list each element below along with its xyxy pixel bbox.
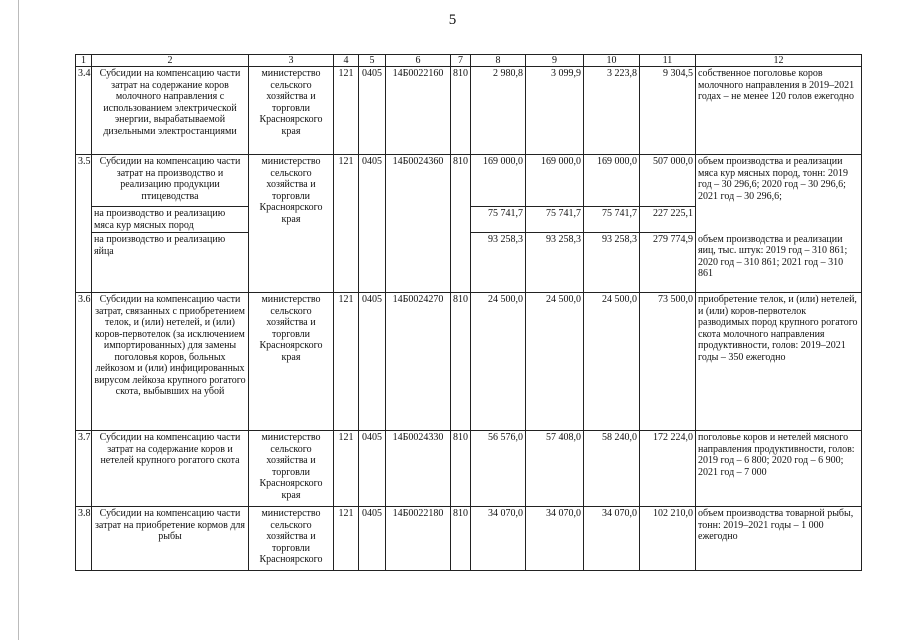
table-row [76, 431, 862, 507]
code-cell: 121 [334, 431, 359, 507]
amount-cell: 227 225,1 [640, 207, 696, 233]
sub-measure-name: на производство и реализацию яйца [92, 233, 249, 293]
measure-name: Субсидии на компенсацию части затрат, связанных с приобретением телок, и (или) нетелей, и (или) коров-первотелок (за исключением импортированных) для замены поголовья коров, больных лейкозом и (или) инфицированных вирусом лейкоза крупного рогатого скота, выбывших на убой [92, 293, 249, 431]
code-cell: 0405 [359, 293, 386, 431]
amount-cell: 169 000,0 [584, 155, 640, 207]
amount-cell: 75 741,7 [471, 207, 526, 233]
amount-cell: 75 741,7 [584, 207, 640, 233]
responsible-ministry: министерство сельского хозяйства и торговли Красноярского края [249, 431, 334, 507]
expected-result: поголовье коров и нетелей мясного направления продуктивности, голов: 2019 год – 6 800; 2020 год – 6 900; 2021 год – 7 000 [696, 431, 862, 507]
expected-result: объем производства товарной рыбы, тонн: 2019–2021 годы – 1 000 ежегодно [696, 507, 862, 571]
amount-cell: 24 500,0 [471, 293, 526, 431]
responsible-ministry: министерство сельского хозяйства и торговли Красноярского края [249, 155, 334, 293]
row-number: 3.6 [76, 293, 92, 431]
table-row [76, 507, 862, 571]
col-header: 9 [526, 55, 584, 67]
amount-cell: 34 070,0 [471, 507, 526, 571]
amount-cell: 24 500,0 [526, 293, 584, 431]
amount-cell: 34 070,0 [526, 507, 584, 571]
row-number: 3.4 [76, 67, 92, 155]
col-header: 7 [451, 55, 471, 67]
amount-cell: 3 099,9 [526, 67, 584, 155]
table-row [76, 155, 862, 207]
code-cell: 14Б0024270 [386, 293, 451, 431]
responsible-ministry: министерство сельского хозяйства и торговли Красноярского [249, 507, 334, 571]
amount-cell: 75 741,7 [526, 207, 584, 233]
amount-cell: 57 408,0 [526, 431, 584, 507]
code-cell: 14Б0024330 [386, 431, 451, 507]
code-cell: 810 [451, 155, 471, 293]
col-header: 10 [584, 55, 640, 67]
code-cell: 810 [451, 293, 471, 431]
amount-cell: 2 980,8 [471, 67, 526, 155]
code-cell: 14Б0022180 [386, 507, 451, 571]
header-row [76, 55, 862, 67]
expected-result: объем производства и реализации мяса кур мясных пород, тонн: 2019 год – 30 296,6; 2020 год – 30 296,6; 2021 год – 30 296,6; [696, 155, 862, 233]
amount-cell: 169 000,0 [471, 155, 526, 207]
code-cell: 0405 [359, 431, 386, 507]
code-cell: 0405 [359, 67, 386, 155]
page-number: 5 [448, 12, 457, 28]
code-cell: 121 [334, 155, 359, 293]
amount-cell: 58 240,0 [584, 431, 640, 507]
amount-cell: 93 258,3 [471, 233, 526, 293]
table-row [76, 67, 862, 155]
responsible-ministry: министерство сельского хозяйства и торговли Красноярского края [249, 67, 334, 155]
amount-cell: 3 223,8 [584, 67, 640, 155]
code-cell: 121 [334, 507, 359, 571]
code-cell: 14Б0024360 [386, 155, 451, 293]
amount-cell: 507 000,0 [640, 155, 696, 207]
code-cell: 0405 [359, 155, 386, 293]
code-cell: 810 [451, 431, 471, 507]
code-cell: 14Б0022160 [386, 67, 451, 155]
col-header: 5 [359, 55, 386, 67]
expected-result: приобретение телок, и (или) нетелей, и (или) коров-первотелок разводимых пород крупного рогатого скота молочного направления продуктивности, голов: 2019–2021 годы – 350 ежегодно [696, 293, 862, 431]
measure-name: Субсидии на компенсацию части затрат на содержание коров молочного направления с использованием электрической энергии, вырабатываемой дизельными электростанциями [92, 67, 249, 155]
measure-name: Субсидии на компенсацию части затрат на содержание коров и нетелей крупного рогатого скота [92, 431, 249, 507]
amount-cell: 34 070,0 [584, 507, 640, 571]
row-number: 3.5 [76, 155, 92, 293]
col-header: 1 [76, 55, 92, 67]
amount-cell: 24 500,0 [584, 293, 640, 431]
expected-result: собственное поголовье коров молочного направления в 2019–2021 годах – не менее 120 голов ежегодно [696, 67, 862, 155]
sub-measure-name: на производство и реализацию мяса кур мясных пород [92, 207, 249, 233]
col-header: 4 [334, 55, 359, 67]
code-cell: 121 [334, 293, 359, 431]
amount-cell: 93 258,3 [584, 233, 640, 293]
responsible-ministry: министерство сельского хозяйства и торговли Красноярского края [249, 293, 334, 431]
row-number: 3.7 [76, 431, 92, 507]
code-cell: 810 [451, 67, 471, 155]
table-row [76, 293, 862, 431]
scan-edge-line [18, 0, 19, 640]
amount-cell: 93 258,3 [526, 233, 584, 293]
amount-cell: 9 304,5 [640, 67, 696, 155]
amount-cell: 172 224,0 [640, 431, 696, 507]
code-cell: 810 [451, 507, 471, 571]
row-number: 3.8 [76, 507, 92, 571]
code-cell: 121 [334, 67, 359, 155]
amount-cell: 73 500,0 [640, 293, 696, 431]
subsidies-table [75, 54, 862, 571]
col-header: 12 [696, 55, 862, 67]
measure-name: Субсидии на компенсацию части затрат на производство и реализацию продукции птицеводства [92, 155, 249, 207]
expected-result: объем производства и реализации яиц, тыс. штук: 2019 год – 310 861; 2020 год – 310 861; 2021 год – 310 861 [696, 233, 862, 293]
col-header: 6 [386, 55, 451, 67]
col-header: 11 [640, 55, 696, 67]
col-header: 2 [92, 55, 249, 67]
amount-cell: 279 774,9 [640, 233, 696, 293]
amount-cell: 102 210,0 [640, 507, 696, 571]
col-header: 8 [471, 55, 526, 67]
amount-cell: 169 000,0 [526, 155, 584, 207]
measure-name: Субсидии на компенсацию части затрат на приобретение кормов для рыбы [92, 507, 249, 571]
code-cell: 0405 [359, 507, 386, 571]
amount-cell: 56 576,0 [471, 431, 526, 507]
col-header: 3 [249, 55, 334, 67]
